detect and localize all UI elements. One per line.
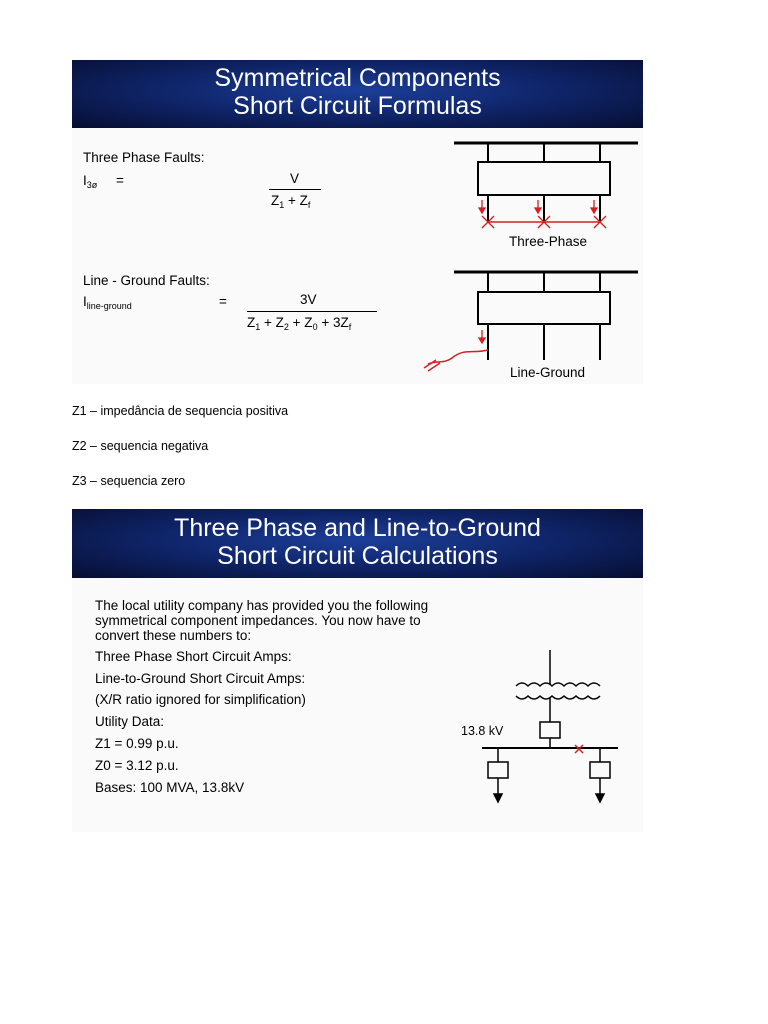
item-xr-note: (X/R ratio ignored for simplification) bbox=[95, 692, 306, 707]
slide2-body bbox=[72, 578, 643, 832]
transformer-symbol bbox=[516, 680, 600, 722]
line-ground-heading: Line - Ground Faults: bbox=[83, 273, 210, 288]
intro-line2: symmetrical component impedances. You now have to bbox=[95, 613, 421, 628]
slide2-title-banner bbox=[72, 509, 643, 578]
one-line-diagram bbox=[72, 578, 643, 832]
line-ground-numerator: 3V bbox=[300, 292, 317, 307]
note-z3: Z3 – sequencia zero bbox=[72, 474, 186, 488]
slide2-title-line2: Short Circuit Calculations bbox=[217, 542, 498, 570]
load-arrow-right bbox=[596, 794, 604, 802]
note-z2: Z2 – sequencia negativa bbox=[72, 439, 209, 453]
main-breaker bbox=[540, 722, 560, 738]
three-phase-equals: = bbox=[116, 173, 124, 188]
note-z1: Z1 – impedância de sequencia positiva bbox=[72, 404, 289, 418]
three-phase-heading: Three Phase Faults: bbox=[83, 150, 205, 165]
load-arrow-left bbox=[494, 794, 502, 802]
slide1-title-line1: Symmetrical Components bbox=[214, 64, 501, 92]
three-phase-denominator: $Z_1 + Z_f$ bbox=[271, 193, 311, 210]
item-three-phase-amps: Three Phase Short Circuit Amps: bbox=[95, 649, 292, 664]
item-z0: Z0 = 3.12 p.u. bbox=[95, 758, 179, 773]
line-ground-fault-marks bbox=[424, 330, 488, 371]
item-line-ground-amps: Line-to-Ground Short Circuit Amps: bbox=[95, 671, 306, 686]
feeder-breaker-left bbox=[488, 762, 508, 778]
line-ground-diagram bbox=[454, 272, 638, 360]
line-ground-denominator: $Z_1 + Z_2 + Z_0 + 3Z_f$ bbox=[247, 315, 352, 332]
three-phase-fault-marks bbox=[479, 200, 606, 228]
three-phase-numerator: V bbox=[290, 171, 300, 186]
intro-line1: The local utility company has provided you the following bbox=[95, 598, 429, 613]
line-ground-diagram-label: Line-Ground bbox=[510, 365, 586, 380]
intro-line3: convert these numbers to: bbox=[95, 628, 252, 643]
slide1-body bbox=[72, 128, 643, 384]
slide2-title-line1: Three Phase and Line-to-Ground bbox=[174, 514, 541, 542]
item-bases: Bases: 100 MVA, 13.8kV bbox=[95, 780, 245, 795]
slide1-title-line2: Short Circuit Formulas bbox=[233, 92, 482, 120]
line-ground-lhs: $I_{line-ground}$ bbox=[83, 294, 132, 311]
voltage-label: 13.8 kV bbox=[461, 724, 504, 738]
three-phase-diagram-label: Three-Phase bbox=[509, 234, 588, 249]
fault-diagrams bbox=[72, 128, 643, 384]
item-z1: Z1 = 0.99 p.u. bbox=[95, 736, 179, 751]
three-phase-lhs: $I_{3ø}$ bbox=[83, 173, 98, 190]
line-ground-equals: = bbox=[219, 294, 227, 309]
slide1-title-banner bbox=[72, 60, 643, 128]
item-utility-data: Utility Data: bbox=[95, 714, 165, 729]
feeder-breaker-right bbox=[590, 762, 610, 778]
